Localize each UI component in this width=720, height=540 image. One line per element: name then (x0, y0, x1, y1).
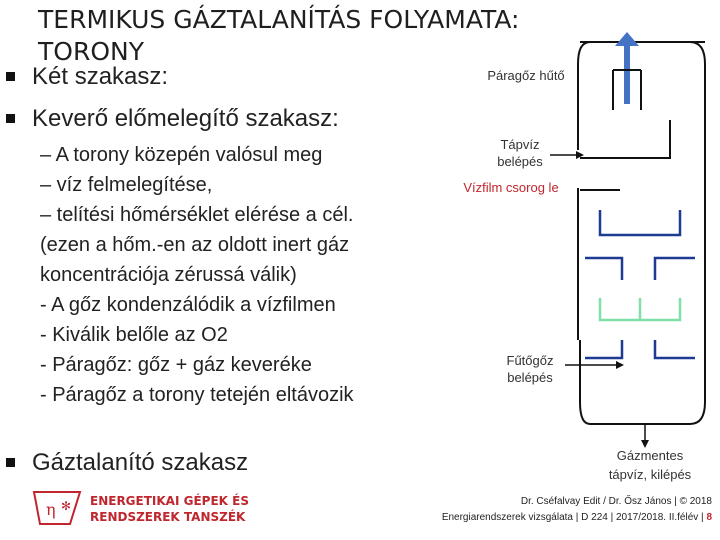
bullet-marker (6, 114, 15, 123)
bullet-marker (6, 72, 15, 81)
bullet-marker (6, 458, 15, 467)
subitem-list (40, 140, 354, 410)
outlet-label-line2: tápvíz, kilépés (608, 467, 692, 482)
tray-blue-3 (655, 258, 695, 280)
footer-course (442, 512, 712, 523)
outlet-label-line1: Gázmentes (616, 448, 684, 463)
bullet-preheating-stage: Keverő előmelegítő szakasz: (32, 105, 339, 132)
subitem: - A gőz kondenzálódik a vízfilmen (40, 294, 336, 316)
slide-title: TERMIKUS GÁZTALANÍTÁS FOLYAMATA: TORONY (38, 5, 520, 66)
tower-wall-left-upper (578, 42, 590, 150)
steam-arrow-icon (616, 361, 624, 369)
logo-text-line2: RENDSZEREK TANSZÉK (90, 510, 246, 524)
water-distributor (580, 120, 670, 158)
tray-blue-5 (655, 340, 695, 358)
vapor-outlet-arrow-icon (615, 32, 639, 46)
subitem: – telítési hőmérséklet elérése a cél. (40, 204, 354, 226)
deaerator-tower-diagram (440, 30, 720, 450)
feedwater-label-line1: Tápvíz (500, 137, 540, 152)
bullet-degassing-stage: Gáztalanító szakasz (32, 449, 249, 476)
outlet-arrow-icon (641, 440, 649, 448)
eta-symbol: η (46, 500, 56, 519)
subitem: - Kiválik belőle az O2 (40, 324, 228, 346)
waterfilm-label: Vízfilm csorog le (463, 180, 559, 195)
subitem: koncentrációja zérussá válik) (40, 264, 297, 286)
tray-blue-2 (585, 258, 622, 280)
bullet-two-stages: Két szakasz: (32, 63, 169, 90)
steam-label-line2: belépés (507, 370, 553, 385)
subitem: – víz felmelegítése, (40, 174, 213, 196)
steam-label-line1: Fűtőgőz (506, 353, 554, 368)
svg-text:✻: ✻ (61, 499, 72, 513)
tray-blue-1 (600, 210, 680, 235)
subitem: - Páragőz a torony tetején eltávozik (40, 384, 354, 406)
feedwater-label-line2: belépés (497, 154, 543, 169)
footer-authors: Dr. Cséfalvay Edit / Dr. Ősz János | © 2018 (520, 496, 712, 507)
subitem: (ezen a hőm.-en az oldott inert gáz (40, 234, 350, 256)
tray-blue-4 (585, 340, 622, 358)
subitem: - Páragőz: gőz + gáz keveréke (40, 354, 312, 376)
vapor-outlet-pipe (624, 44, 630, 104)
department-logo (30, 488, 84, 528)
page-number: 8 (706, 512, 712, 523)
vapor-cooler-label: Páragőz hűtő (487, 68, 565, 83)
logo-text-line1: ENERGETIKAI GÉPEK ÉS (90, 494, 249, 508)
footer-course-text: Energiarendszerek vizsgálata | D 224 | 2017/2018. II.félév | (441, 512, 707, 523)
subitem: – A torony közepén valósul meg (40, 144, 323, 166)
